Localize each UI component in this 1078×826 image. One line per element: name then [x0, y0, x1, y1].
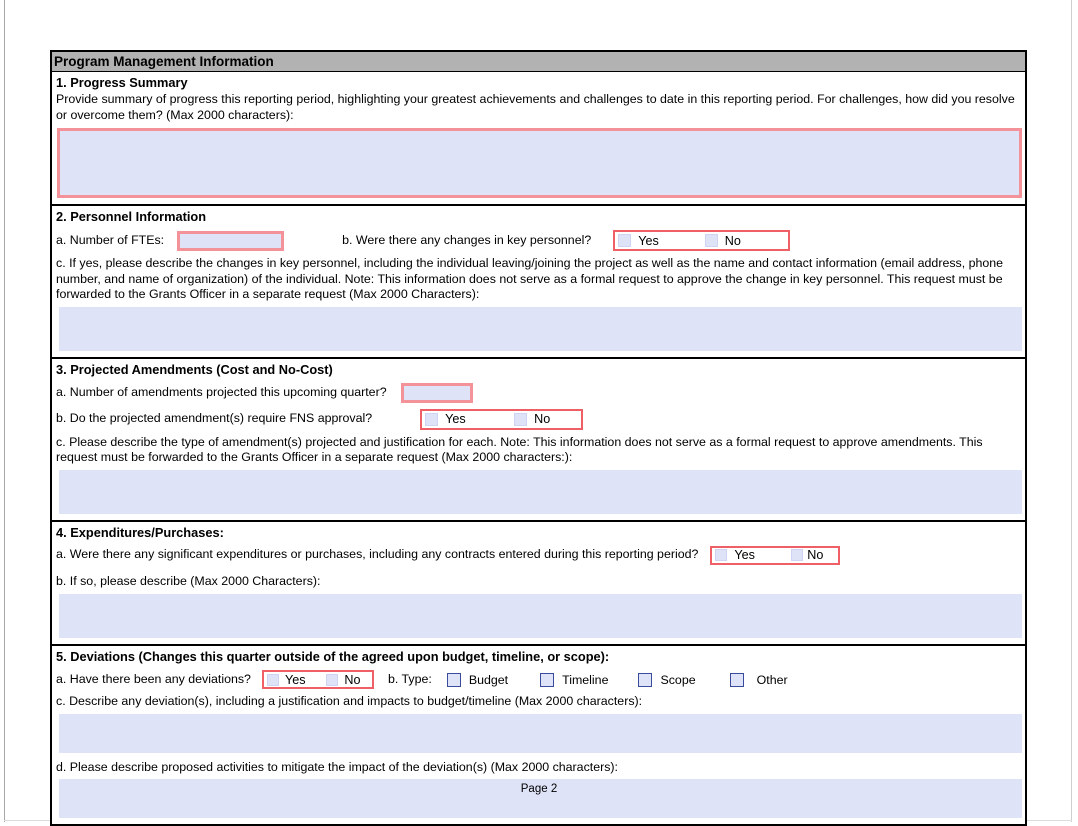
key-personnel-yes-checkbox[interactable] [618, 234, 631, 247]
no-label: No [344, 672, 361, 687]
section1-description: Provide summary of progress this reporting period, highlighting your greatest achievements and challenges to date in this reporting period. For challenges, how did you resolve or overcome them? (Max 2000 characters): [56, 92, 1015, 122]
expenditures-no-checkbox[interactable] [791, 549, 803, 561]
type-scope-label: Scope [660, 672, 696, 687]
yes-label: Yes [734, 548, 755, 562]
type-budget-label: Budget [468, 672, 509, 687]
section2-title: 2. Personnel Information [56, 209, 207, 224]
expenditures-describe-label: b. If so, please describe (Max 2000 Characters): [56, 573, 321, 588]
key-personnel-yesno-group [613, 230, 790, 251]
section4-title: 4. Expenditures/Purchases: [56, 524, 224, 540]
no-label: No [724, 233, 741, 248]
amendments-number-label: a. Number of amendments projected this upcoming quarter? [56, 384, 387, 399]
no-label: No [534, 412, 551, 426]
expenditures-description-textarea[interactable] [59, 594, 1022, 638]
section-expenditures-purchases [52, 520, 1025, 645]
form-table [50, 72, 1027, 826]
expenditures-question-label: a. Were there any significant expenditures or purchases, including any contracts entered during this reporting period? [56, 547, 699, 562]
deviations-description-textarea[interactable] [59, 714, 1022, 753]
section-personnel-information [52, 204, 1025, 357]
section2-description: c. If yes, please describe the changes in key personnel, including the individual leaving/joining the project as well as the name and contact information (email address, phone number, and name of organization) of the individual. Note: This information does not serve as a formal request to approve the change in key personnel. This request must be forwarded to the Grants Officer in a separate request (Max 2000 Characters): [56, 256, 1004, 301]
page-number: Page 2 [520, 783, 558, 795]
key-personnel-no-checkbox[interactable] [705, 234, 718, 247]
type-timeline-checkbox[interactable] [540, 673, 554, 687]
no-label: No [807, 548, 824, 562]
page-edge-left [4, 0, 5, 822]
type-scope-checkbox[interactable] [638, 673, 652, 687]
deviations-yesno-group [262, 670, 374, 689]
section3-title: 3. Projected Amendments (Cost and No-Cost) [56, 361, 333, 377]
fns-approval-yes-checkbox[interactable] [425, 413, 438, 426]
personnel-changes-textarea[interactable] [59, 307, 1022, 351]
section1-title: 1. Progress Summary [56, 75, 188, 90]
deviations-question-label: a. Have there been any deviations? [56, 671, 251, 686]
fns-approval-label: b. Do the projected amendment(s) require FNS approval? [56, 411, 373, 426]
fns-approval-yesno-group [420, 409, 583, 430]
section-progress-summary [52, 72, 1025, 204]
expenditures-yesno-group [710, 546, 840, 565]
mitigation-describe-label: d. Please describe proposed activities to mitigate the impact of the deviation(s) (Max 2000 characters): [56, 759, 618, 774]
expenditures-yes-checkbox[interactable] [715, 549, 727, 561]
amendments-number-input[interactable] [401, 383, 473, 403]
yes-label: Yes [284, 672, 306, 687]
key-personnel-change-label: b. Were there any changes in key personnel? [342, 232, 592, 247]
section-projected-amendments [52, 357, 1025, 520]
progress-summary-textarea[interactable] [57, 128, 1022, 198]
section-deviations [52, 644, 1025, 824]
section5-title: 5. Deviations (Changes this quarter outside of the agreed upon budget, timeline, or scope): [56, 649, 610, 664]
deviations-describe-label: c. Describe any deviation(s), including a justification and impacts to budget/timeline (Max 2000 characters): [56, 694, 643, 708]
deviation-type-label: b. Type: [387, 671, 432, 686]
yes-label: Yes [445, 412, 466, 426]
type-budget-checkbox[interactable] [447, 673, 461, 687]
yes-label: Yes [638, 233, 659, 248]
section3-description: c. Please describe the type of amendment(s) projected and justification for each. Note: This information does not serve as a formal request to approve amendments. This request must be forwarded to the Grants Officer in a separate request (Max 2000 characters:): [56, 434, 983, 464]
amendments-description-textarea[interactable] [59, 470, 1022, 514]
form-section-header: Program Management Information [50, 50, 1027, 72]
ftes-input[interactable] [177, 231, 284, 251]
ftes-label: a. Number of FTEs: [56, 232, 165, 247]
program-management-form [50, 50, 1027, 826]
type-other-checkbox[interactable] [730, 673, 744, 687]
page-edge-right [1071, 0, 1072, 822]
deviations-no-checkbox[interactable] [326, 674, 338, 686]
type-timeline-label: Timeline [562, 672, 609, 687]
fns-approval-no-checkbox[interactable] [514, 413, 527, 426]
type-other-label: Other [756, 672, 788, 687]
deviations-yes-checkbox[interactable] [267, 674, 279, 686]
